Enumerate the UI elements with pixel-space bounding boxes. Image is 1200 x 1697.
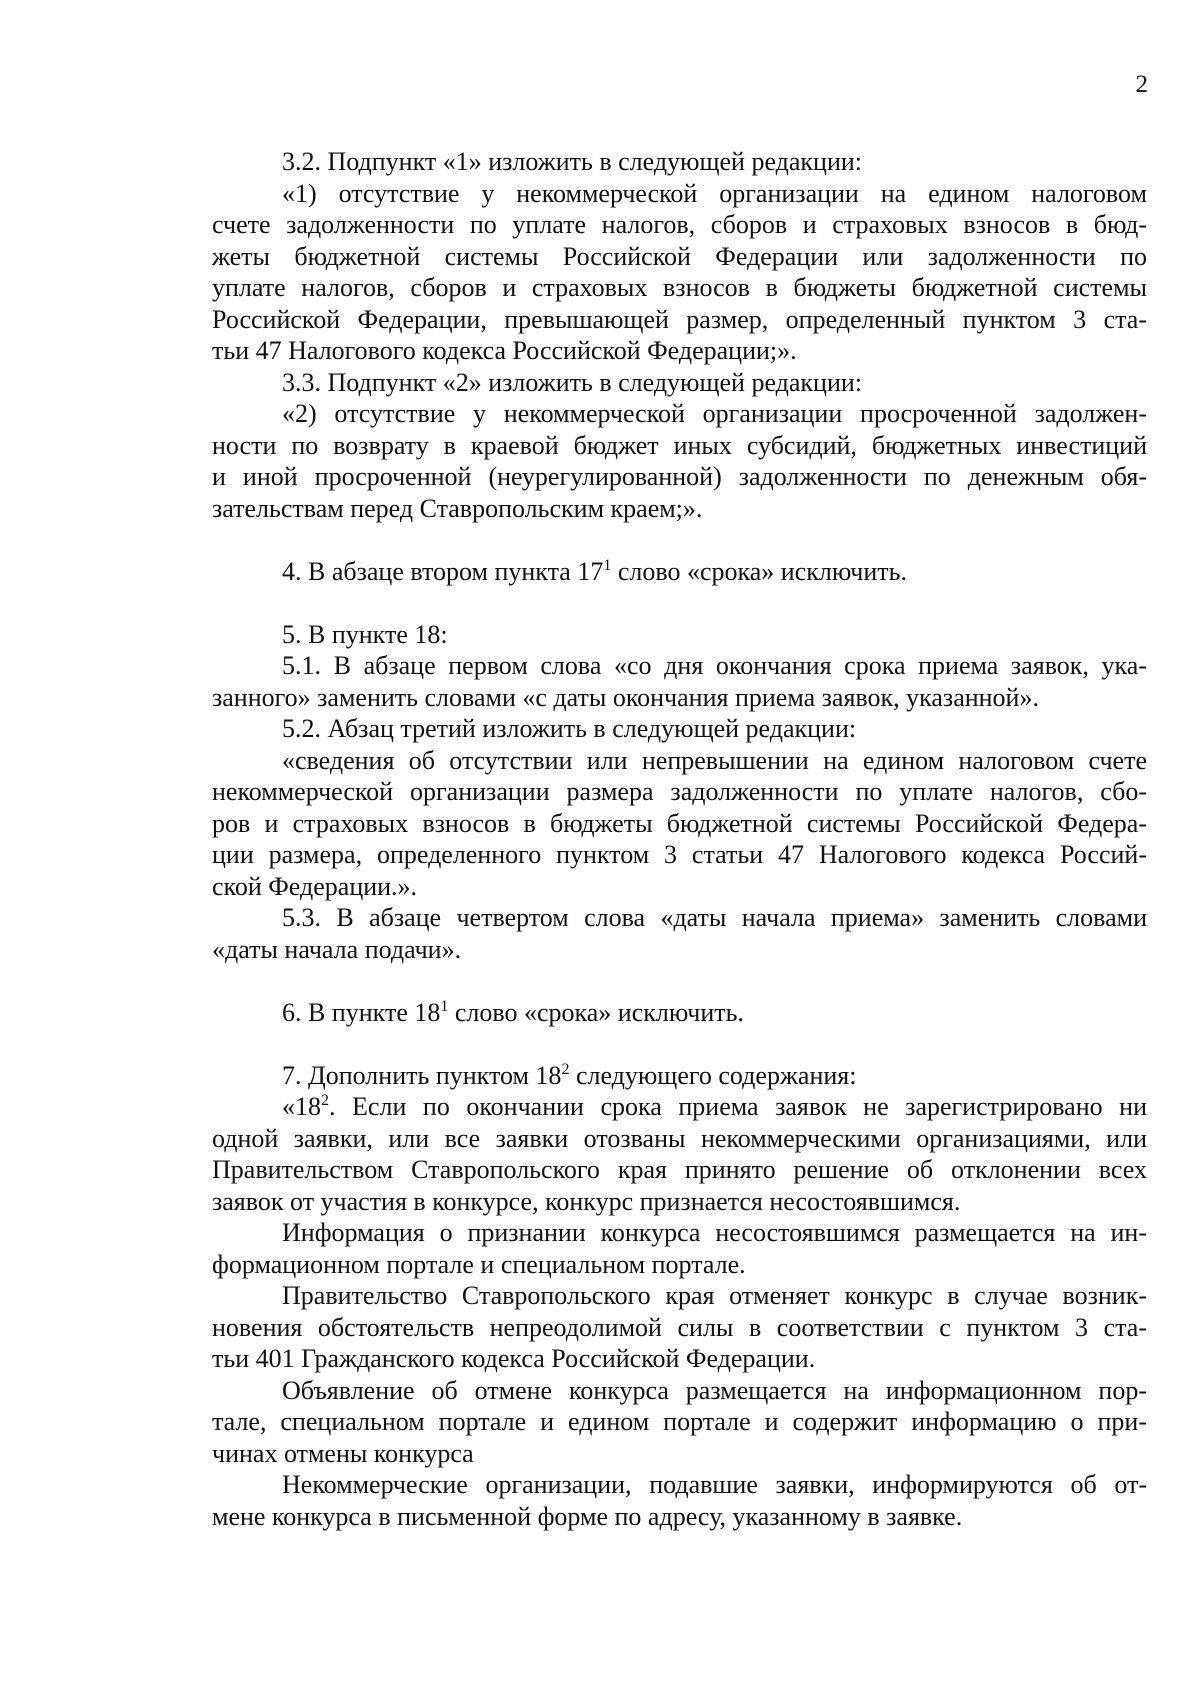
text-line xyxy=(212,335,1147,367)
line-text: зательствам перед Ставропольским краем;». xyxy=(212,493,703,523)
line-text: счете задолженности по уплате налогов, сборов и страховых взносов в бюд- xyxy=(212,210,1147,239)
line-text: 5.2. Абзац третий изложить в следующей редакции: xyxy=(282,714,857,743)
line-text: 5.3. В абзаце четвертом слова «даты начала приема» заменить словами xyxy=(282,903,1147,932)
line-text-continued: слово «срока» исключить. xyxy=(611,556,907,586)
text-line xyxy=(212,1312,1147,1344)
superscript-number: 1 xyxy=(603,556,612,574)
text-line xyxy=(212,146,1147,178)
paragraph-gap xyxy=(212,524,1147,556)
line-text: тале, специальном портале и едином портале и содержит информацию о при- xyxy=(212,1407,1147,1436)
text-line xyxy=(212,1060,1147,1092)
line-text: Объявление об отмене конкурса размещается на информационном пор- xyxy=(282,1375,1147,1405)
text-line xyxy=(212,902,1147,934)
line-text: 7. Дополнить пунктом 18 xyxy=(282,1060,562,1090)
text-line xyxy=(212,1280,1147,1312)
line-text: 3.3. Подпункт «2» изложить в следующей редакции: xyxy=(282,367,863,397)
line-text: «18 xyxy=(282,1092,321,1121)
line-text: уплате налогов, сборов и страховых взносов в бюджеты бюджетной системы xyxy=(212,273,1147,302)
line-text: чинах отмены конкурса xyxy=(212,1438,474,1468)
line-text: Информация о признании конкурса несостоявшимся размещается на ин- xyxy=(282,1218,1147,1247)
line-text: 3.2. Подпункт «1» изложить в следующей редакции: xyxy=(282,147,863,176)
line-text: ции размера, определенного пунктом 3 статьи 47 Налогового кодекса Россий- xyxy=(212,840,1147,869)
text-line xyxy=(212,997,1147,1029)
text-line xyxy=(212,272,1147,304)
line-text: одной заявки, или все заявки отозваны некоммерческими организациями, или xyxy=(212,1123,1147,1153)
text-line xyxy=(212,839,1147,871)
line-text: тьи 47 Налогового кодекса Российской Федерации;». xyxy=(212,336,797,365)
line-text: некоммерческой организации размера задолженности по уплате налогов, сбо- xyxy=(212,777,1147,806)
line-text: формационном портале и специальном портале. xyxy=(212,1249,746,1279)
line-text: ности по возврату в краевой бюджет иных субсидий, бюджетных инвестиций xyxy=(212,430,1147,460)
text-line xyxy=(212,556,1147,588)
text-line xyxy=(212,1091,1147,1123)
text-line xyxy=(212,430,1147,462)
text-line xyxy=(212,934,1147,966)
text-line xyxy=(212,1406,1147,1438)
text-line xyxy=(212,808,1147,840)
text-line xyxy=(212,1375,1147,1407)
text-line xyxy=(212,1469,1147,1501)
text-line xyxy=(212,1217,1147,1249)
text-line xyxy=(212,209,1147,241)
text-line xyxy=(212,745,1147,777)
text-line xyxy=(212,461,1147,493)
text-line xyxy=(212,776,1147,808)
text-line xyxy=(212,871,1147,903)
line-text: 4. В абзаце втором пункта 17 xyxy=(282,556,604,586)
superscript-number: 2 xyxy=(561,1060,570,1078)
text-line xyxy=(212,1501,1147,1533)
line-text: «1) отсутствие у некоммерческой организации на едином налоговом xyxy=(282,178,1147,208)
line-text: новения обстоятельств непреодолимой силы в соответствии с пунктом 3 ста- xyxy=(212,1312,1147,1342)
line-text: заявок от участия в конкурсе, конкурс признается несостоявшимся. xyxy=(212,1186,961,1216)
line-text-continued: слово «срока» исключить. xyxy=(448,997,745,1027)
text-line xyxy=(212,398,1147,430)
text-line xyxy=(212,178,1147,210)
text-line xyxy=(212,241,1147,273)
line-text: ской Федерации.». xyxy=(212,871,418,901)
line-text: «даты начала подачи». xyxy=(212,934,462,964)
text-line xyxy=(212,493,1147,525)
text-line xyxy=(212,1249,1147,1281)
line-text: Российской Федерации, превышающей размер, определенный пунктом 3 ста- xyxy=(212,304,1147,334)
document-body xyxy=(212,146,1147,1532)
text-line xyxy=(212,650,1147,682)
text-line xyxy=(212,367,1147,399)
line-text: Правительством Ставропольского края принято решение об отклонении всех xyxy=(212,1155,1147,1184)
line-text: ров и страховых взносов в бюджеты бюджетной системы Российской Федера- xyxy=(212,808,1147,838)
text-line xyxy=(212,1186,1147,1218)
line-text: «2) отсутствие у некоммерческой организации просроченной задолжен- xyxy=(282,399,1147,428)
line-text-continued: следующего содержания: xyxy=(569,1060,857,1090)
line-text: 6. В пункте 18 xyxy=(282,997,441,1027)
paragraph-gap xyxy=(212,1028,1147,1060)
line-text: «сведения об отсутствии или непревышении на едином налоговом счете xyxy=(282,745,1147,775)
paragraph-gap xyxy=(212,965,1147,997)
line-text: Некоммерческие организации, подавшие заявки, информируются об от- xyxy=(282,1470,1147,1499)
line-text-continued: . Если по окончании срока приема заявок не зарегистрировано ни xyxy=(329,1092,1147,1121)
line-text: тьи 401 Гражданского кодекса Российской Федерации. xyxy=(212,1344,816,1373)
line-text: и иной просроченной (неурегулированной) задолженности по денежным обя- xyxy=(212,462,1147,491)
text-line xyxy=(212,1438,1147,1470)
text-line xyxy=(212,1343,1147,1375)
line-text: 5. В пункте 18: xyxy=(282,619,448,649)
text-line xyxy=(212,1123,1147,1155)
paragraph-gap xyxy=(212,587,1147,619)
superscript-number: 2 xyxy=(321,1092,329,1109)
text-line xyxy=(212,1154,1147,1186)
text-line xyxy=(212,304,1147,336)
line-text: жеты бюджетной системы Российской Федерации или задолженности по xyxy=(212,241,1147,271)
superscript-number: 1 xyxy=(440,997,449,1015)
line-text: 5.1. В абзаце первом слова «со дня окончания срока приема заявок, ука- xyxy=(282,651,1147,680)
text-line xyxy=(212,619,1147,651)
text-line xyxy=(212,682,1147,714)
page-number: 2 xyxy=(1135,71,1148,98)
line-text: занного» заменить словами «с даты окончания приема заявок, указанной». xyxy=(212,682,1039,712)
line-text: Правительство Ставропольского края отменяет конкурс в случае возник- xyxy=(282,1281,1147,1310)
text-line xyxy=(212,713,1147,745)
line-text: мене конкурса в письменной форме по адресу, указанному в заявке. xyxy=(212,1501,963,1531)
